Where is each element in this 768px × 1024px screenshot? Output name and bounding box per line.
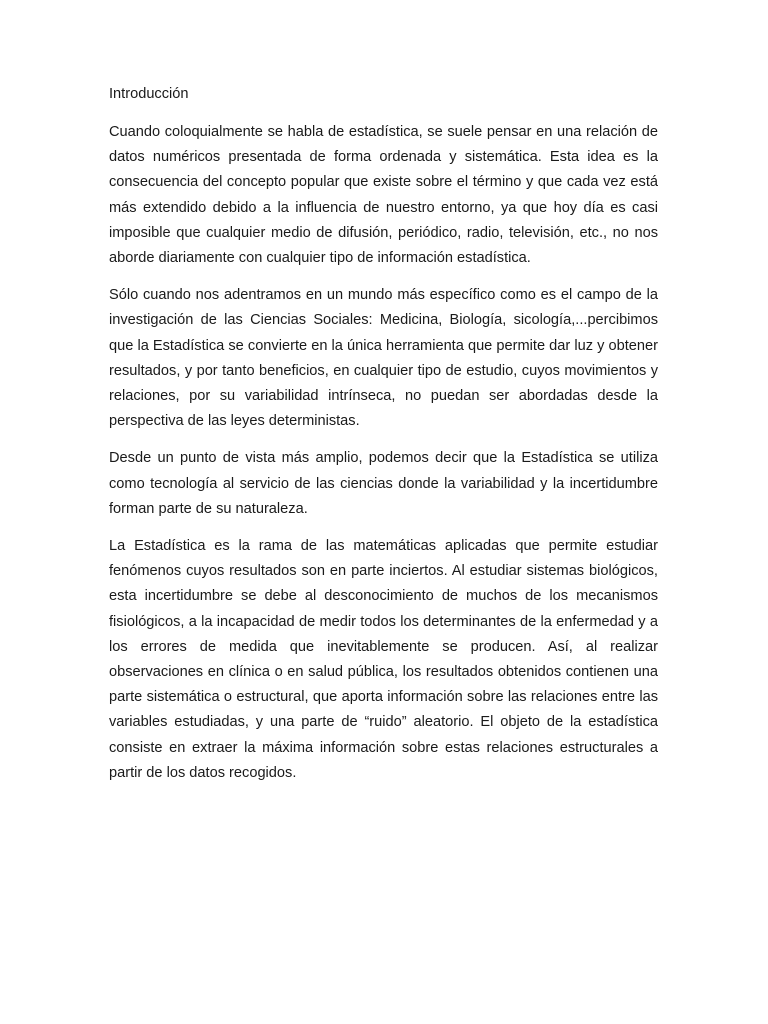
paragraph-4: La Estadística es la rama de las matemáticas aplicadas que permite estudiar fenómenos cuyos resultados son en parte inciertos. Al estudiar sistemas biológicos, esta incertidumbre se debe al desconocimiento de muchos de los mecanismos fisiológicos, a la incapacidad de medir todos los determinantes de la enfermedad y a los errores de medida que inevitablemente se producen. Así, al realizar observaciones en clínica o en salud pública, los resultados obtenidos contienen una parte sistemática o estructural, que aporta información sobre las relaciones entre las variables estudiadas, y una parte de “ruido” aleatorio. El objeto de la estadística consiste en extraer la máxima información sobre estas relaciones estructurales a partir de los datos recogidos.	[109, 538, 658, 781]
paragraph-1: Cuando coloquialmente se habla de estadística, se suele pensar en una relación de datos numéricos presentada de forma ordenada y sistemática. Esta idea es la consecuencia del concepto popular que existe sobre el término y que cada vez está más extendido debido a la influencia de nuestro entorno, ya que hoy día es casi imposible que cualquier medio de difusión, periódico, radio, televisión, etc., no nos aborde diariamente con cualquier tipo de información estadística.	[109, 124, 658, 267]
paragraph-3: Desde un punto de vista más amplio, podemos decir que la Estadística se utiliza como tecnología al servicio de las ciencias donde la variabilidad y la incertidumbre forman parte de su naturaleza.	[109, 450, 658, 517]
paragraph-2: Sólo cuando nos adentramos en un mundo más específico como es el campo de la investigación de las Ciencias Sociales: Medicina, Biología, sicología,...percibimos que la Estadística se convierte en la única herramienta que permite dar luz y obtener resultados, y por tanto beneficios, en cualquier tipo de estudio, cuyos movimientos y relaciones, por su variabilidad intrínseca, no puedan ser abordadas desde la perspectiva de las leyes deterministas.	[109, 287, 658, 430]
document-title: Introducción	[109, 86, 189, 102]
document-page	[109, 82, 658, 798]
